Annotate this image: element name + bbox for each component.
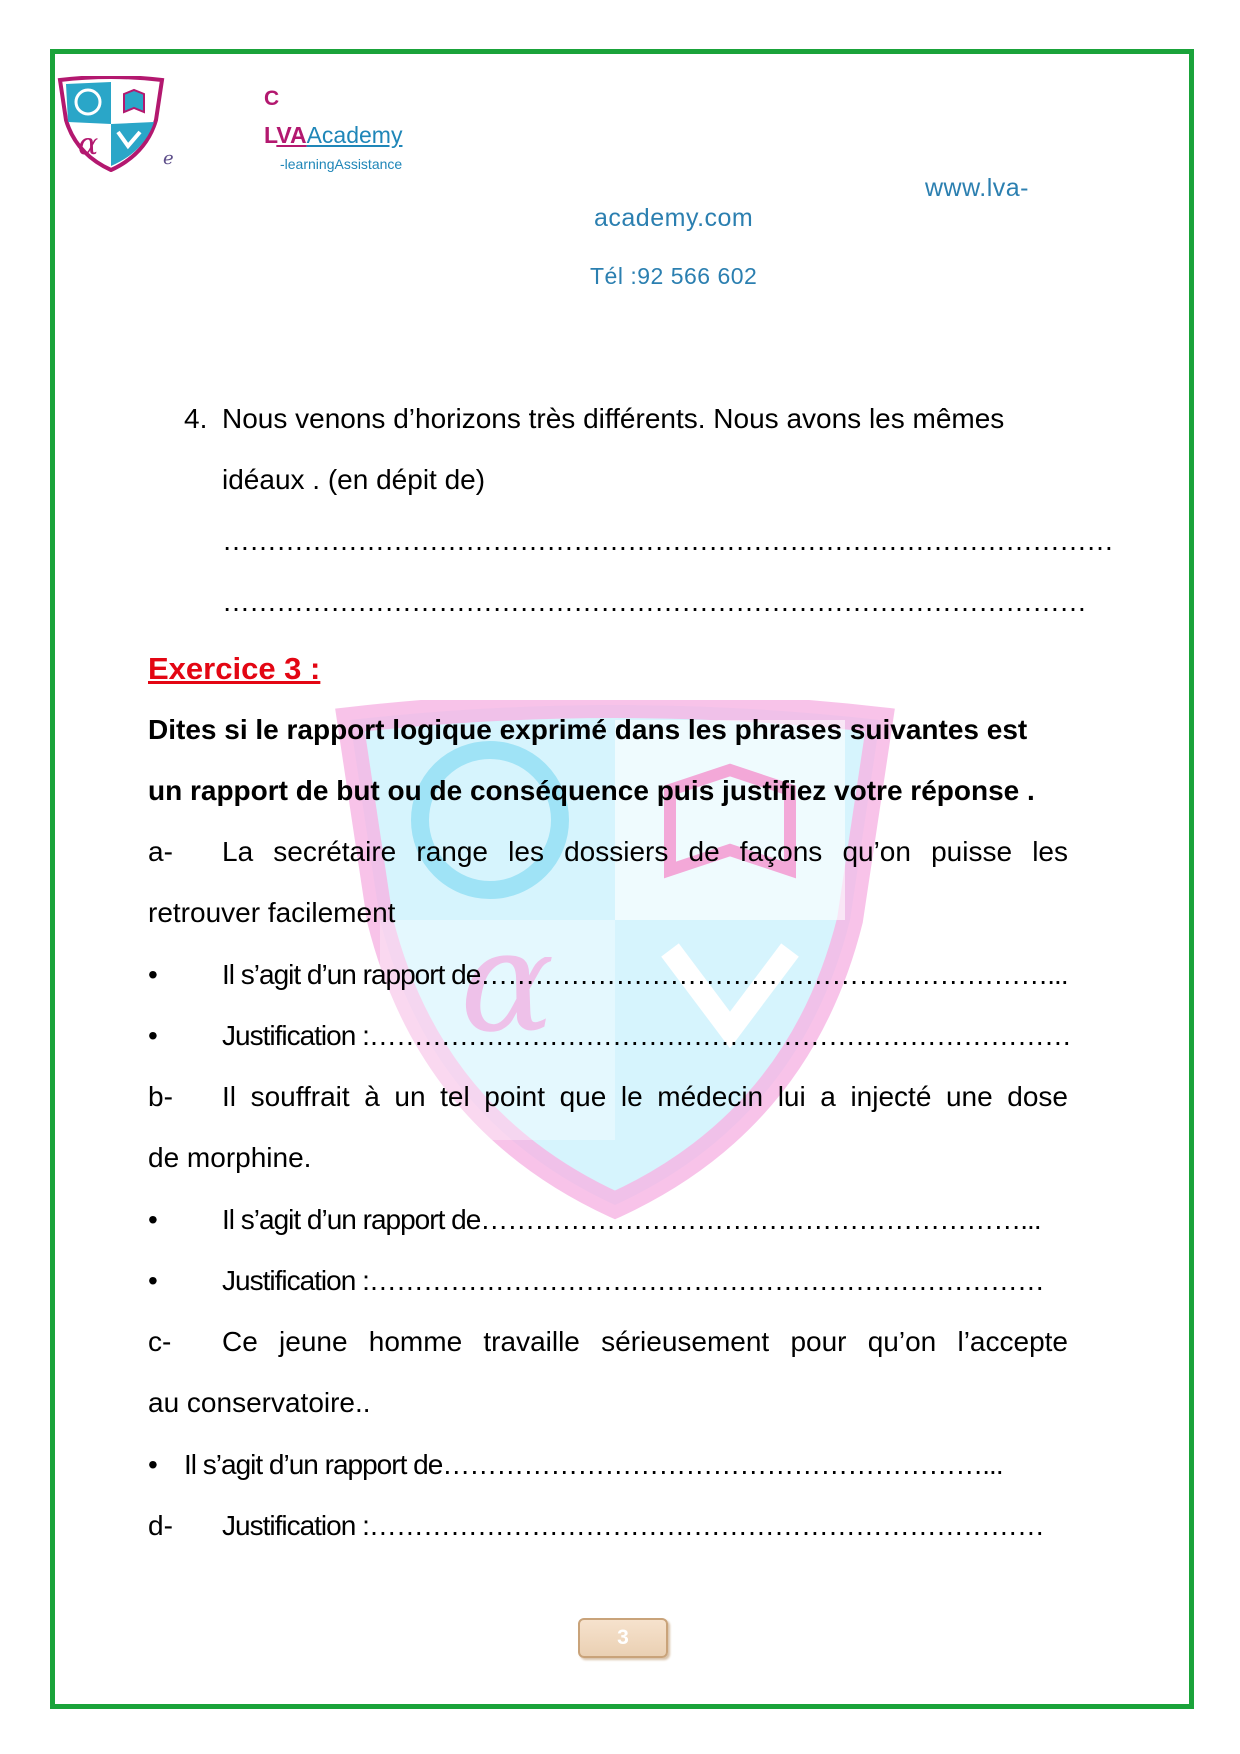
brand-tagline: -learningAssistance xyxy=(280,156,403,172)
brand-academy: Academy xyxy=(306,122,403,148)
bullet-icon: • xyxy=(148,1204,158,1235)
exercise-instruction-line1: Dites si le rapport logique exprimé dans les phrases suivantes est xyxy=(148,714,1028,745)
bullet-icon: • xyxy=(148,959,158,990)
item-c-line2: au conservatoire.. xyxy=(148,1387,371,1418)
item-b-line2: de morphine. xyxy=(148,1142,312,1173)
item-c-rapport: Il s’agit d’un rapport de……………………………………………………... xyxy=(184,1449,1003,1480)
exercise-instruction-line2: un rapport de but ou de conséquence puis justifiez votre réponse . xyxy=(148,775,1035,806)
item-b-rapport: Il s’agit d’un rapport de……………………………………………………... xyxy=(222,1204,1041,1235)
brand-name xyxy=(264,122,402,149)
exercise-title: Exercice 3 : xyxy=(148,651,321,686)
item4-number: 4. xyxy=(184,403,208,434)
logo-e-mark: e xyxy=(163,148,174,169)
item-d-letter: d- xyxy=(148,1510,173,1541)
academy-logo-icon xyxy=(56,76,166,172)
svg-text:α: α xyxy=(78,127,99,162)
bullet-icon: • xyxy=(148,1265,158,1296)
item4-answer-line1: ……………………………………………………………………………………… xyxy=(222,525,1113,556)
item4-line1: Nous venons d’horizons très différents. Nous avons les mêmes xyxy=(222,403,1005,434)
item-c-letter: c- xyxy=(148,1326,172,1357)
item-c-line1: Ce jeune homme travaille sérieusement pour qu’on l’accepte xyxy=(222,1326,1068,1357)
item-b-line1: Il souffrait à un tel point que le médecin lui a injecté une dose xyxy=(222,1081,1068,1112)
page-number-badge xyxy=(578,1618,668,1658)
website-link-part1[interactable]: www.lva- xyxy=(925,174,1030,202)
item-a-line1: La secrétaire range les dossiers de façons qu’on puisse les xyxy=(222,836,1068,867)
bullet-icon: • xyxy=(148,1449,158,1480)
item-a-letter: a- xyxy=(148,836,173,867)
item-a-justification: Justification :…………………………………………………………………… xyxy=(222,1020,1071,1051)
item4-answer-line2: …………………………………………………………………………………… xyxy=(222,586,1086,617)
bullet-icon: • xyxy=(148,1020,158,1051)
brand-va: VA xyxy=(276,122,307,148)
phone-number: Tél :92 566 602 xyxy=(590,263,758,289)
item-c-justification: Justification :………………………………………………………………… xyxy=(222,1510,1044,1541)
item-b-justification: Justification :………………………………………………………………… xyxy=(222,1265,1044,1296)
brand-l: L xyxy=(264,122,277,148)
website-link-part2[interactable]: academy.com xyxy=(594,204,754,232)
item4-line2: idéaux . (en dépit de) xyxy=(222,464,486,495)
page-number: 3 xyxy=(617,1626,629,1649)
svg-text:α: α xyxy=(460,901,555,1064)
brand-letter-c: C xyxy=(264,87,280,110)
item-a-line2: retrouver facilement xyxy=(148,897,396,928)
item-a-rapport: Il s’agit d’un rapport de………………………………………………………... xyxy=(222,959,1068,990)
item-b-letter: b- xyxy=(148,1081,173,1112)
